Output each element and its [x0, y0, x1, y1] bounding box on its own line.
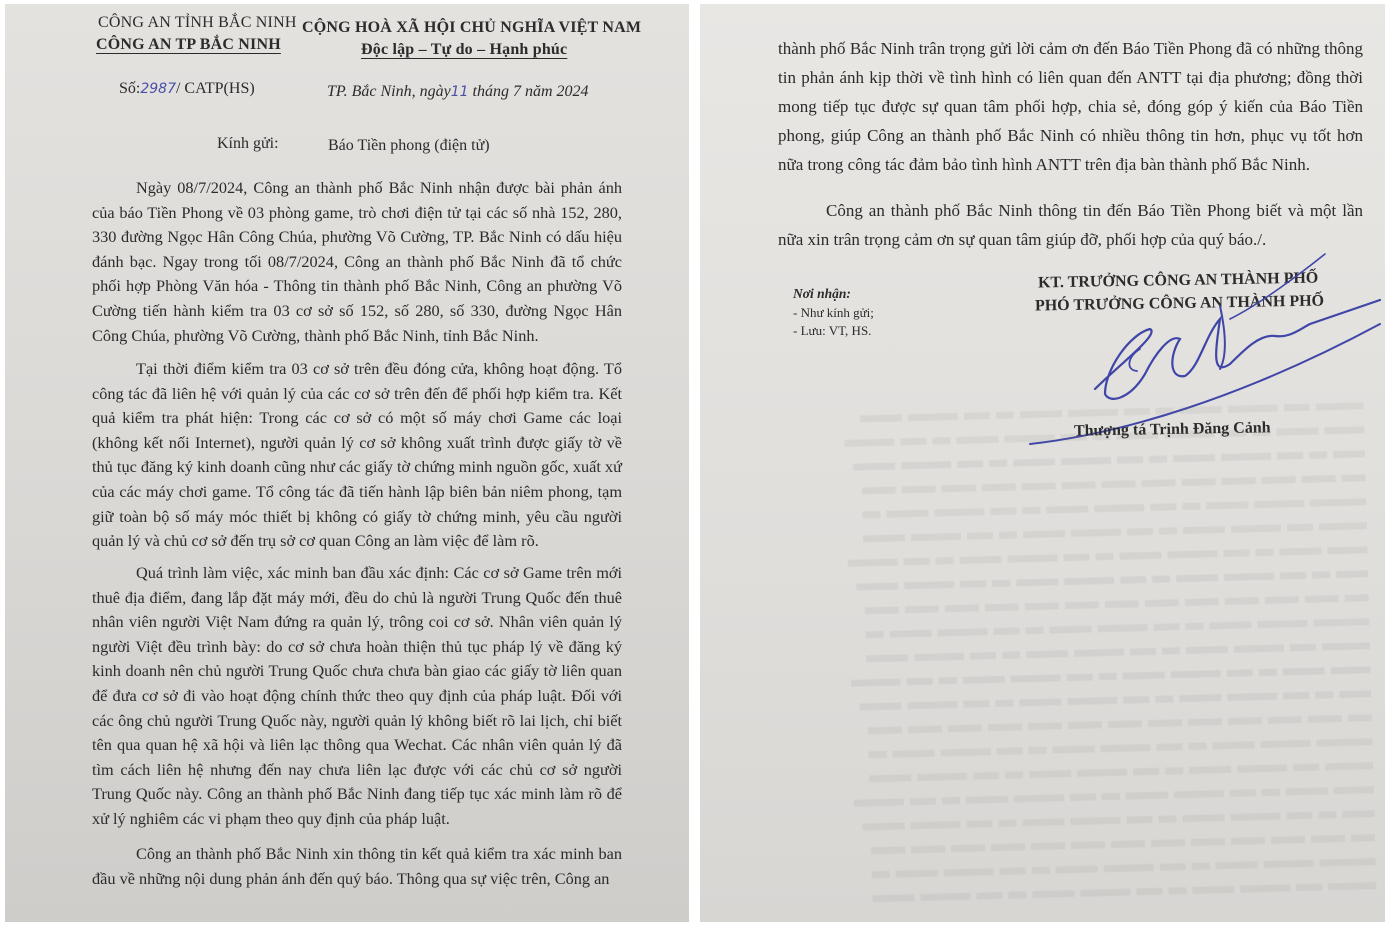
bleed-through-canvas [844, 392, 1377, 905]
national-title: CỘNG HOÀ XÃ HỘI CHỦ NGHĨA VIỆT NAM [302, 19, 642, 36]
bleed-through-texture [844, 392, 1377, 905]
agency-name: CÔNG AN TP BẮC NINH [96, 36, 281, 53]
doc-number-prefix: Số: [119, 80, 141, 97]
national-motto: Độc lập – Tự do – Hạnh phúc [361, 41, 568, 58]
signer-title-2: PHÓ TRƯỞNG CÔNG AN THÀNH PHỐ [1034, 292, 1325, 315]
recipients-title: Nơi nhận: [793, 286, 851, 301]
left-paragraph-4: Công an thành phố Bắc Ninh xin thông tin kết quả kiểm tra xác minh ban đầu về những nội dung phản ánh đến quý báo. Thông qua sự việc trên, Công an [92, 844, 622, 888]
agency-parent: CÔNG AN TỈNH BẮC NINH [98, 14, 297, 31]
date-prefix: TP. Bắc Ninh, ngày [327, 83, 451, 100]
recipient-line-1: - Như kính gửi; [793, 305, 874, 320]
greeting-label: Kính gửi: [217, 135, 279, 152]
doc-number-suffix: / CATP(HS) [175, 80, 255, 97]
document-number [119, 80, 255, 98]
right-paragraph-1: thành phố Bắc Ninh trân trọng gửi lời cảm ơn đến Báo Tiền Phong đã có những thông tin phản ánh kịp thời về tình hình có liên quan đến ANTT tại địa phương; đồng thời mong tiếp tục được sự quan tâm phối hợp, chia sẻ, đóng góp ý kiến của Báo Tiền phong, giúp Công an thành phố Bắc Ninh có nhiều thông tin hơn, phục vụ tốt hơn nữa trong công tác đảm bảo tình hình ANTT trên địa bàn thành phố Bắc Ninh. [778, 39, 1363, 174]
document-page-left [5, 4, 689, 922]
recipient: Báo Tiền phong (điện tử) [328, 137, 490, 154]
date-suffix: tháng 7 năm 2024 [472, 83, 589, 100]
date-day-handwritten: 11 [450, 84, 469, 100]
document-date [327, 83, 589, 101]
right-paragraph-2: Công an thành phố Bắc Ninh thông tin đến Báo Tiền Phong biết và một lần nữa xin trân trọng cảm ơn sự quan tâm giúp đỡ, phối hợp của quý báo./. [778, 201, 1363, 249]
left-paragraph-1: Ngày 08/7/2024, Công an thành phố Bắc Ninh nhận được bài phản ánh của báo Tiền Phong về 03 phòng game, trò chơi điện tử tại các số nhà 152, 280, 330 đường Ngọc Hân Công Chúa, phường Võ Cường, TP. Bắc Ninh có dấu hiệu đánh bạc. Ngay trong tối 08/7/2024, Công an thành phố Bắc Ninh đã tổ chức phối hợp Phòng Văn hóa - Thông tin thành phố Bắc Ninh, Công an phường Võ Cường tiến hành kiểm tra 03 cơ sở số 152, số 280, số 330, đường Ngọc Hân Công Chúa, phường Võ Cường, thành phố Bắc Ninh, tỉnh Bắc Ninh. [92, 178, 622, 345]
left-paragraph-3: Quá trình làm việc, xác minh ban đầu xác định: Các cơ sở Game trên mới thuê địa điểm, đang lắp đặt máy mới, đều do chủ là người Trung Quốc đến thuê nhân viên người Việt Nam đứng ra quản lý, trông coi cơ sở. Nhân viên quản lý người Việt đều trình bày: do cơ sở chưa hoàn thiện thủ tục pháp lý về đăng ký kinh doanh nên chủ người Trung Quốc chưa chưa bàn giao các giấy tờ liên quan để đưa cơ sở đi vào hoạt động chính thức theo quy định của pháp luật. Đối với các ông chủ người Trung Quốc này, người quản lý không biết rõ lai lịch, chỉ biết tên qua quan hệ xã hội và liên lạc thông qua Wechat. Các nhân viên quản lý đã tìm cách liên hệ nhưng đến nay chưa liên lạc được với các chủ cơ sở người Trung Quốc này. Công an thành phố Bắc Ninh đang tiếp tục xác minh làm rõ để xử lý nghiêm các vi phạm theo quy định của pháp luật. [92, 563, 622, 828]
doc-number-handwritten: 2987 [140, 81, 176, 97]
left-paragraph-2: Tại thời điểm kiểm tra 03 cơ sở trên đều đóng cửa, không hoạt động. Tổ công tác đã liên hệ với quản lý của các cơ sở trên đến để phối hợp kiểm tra. Kết quả kiểm tra phát hiện: Trong các cơ sở có một số máy chơi Game các loại (không kết nối Internet), người quản lý cơ sở không xuất trình được giấy tờ về thủ tục đăng ký kinh doanh cũng như các giấy tờ chứng minh nguồn gốc, xuất xứ của các máy chơi game. Tổ công tác đã tiến hành lập biên bản niêm phong, tạm giữ toàn bộ số máy móc thiết bị không có giấy tờ chứng minh, yêu cầu người quản lý và chủ cơ sở đến trụ sở cơ quan Công an làm việc để làm rõ. [92, 359, 622, 551]
recipient-line-2: - Lưu: VT, HS. [793, 323, 872, 338]
document-page-right [700, 4, 1385, 922]
signer-title-1: KT. TRƯỞNG CÔNG AN THÀNH PHỐ [1037, 269, 1319, 292]
